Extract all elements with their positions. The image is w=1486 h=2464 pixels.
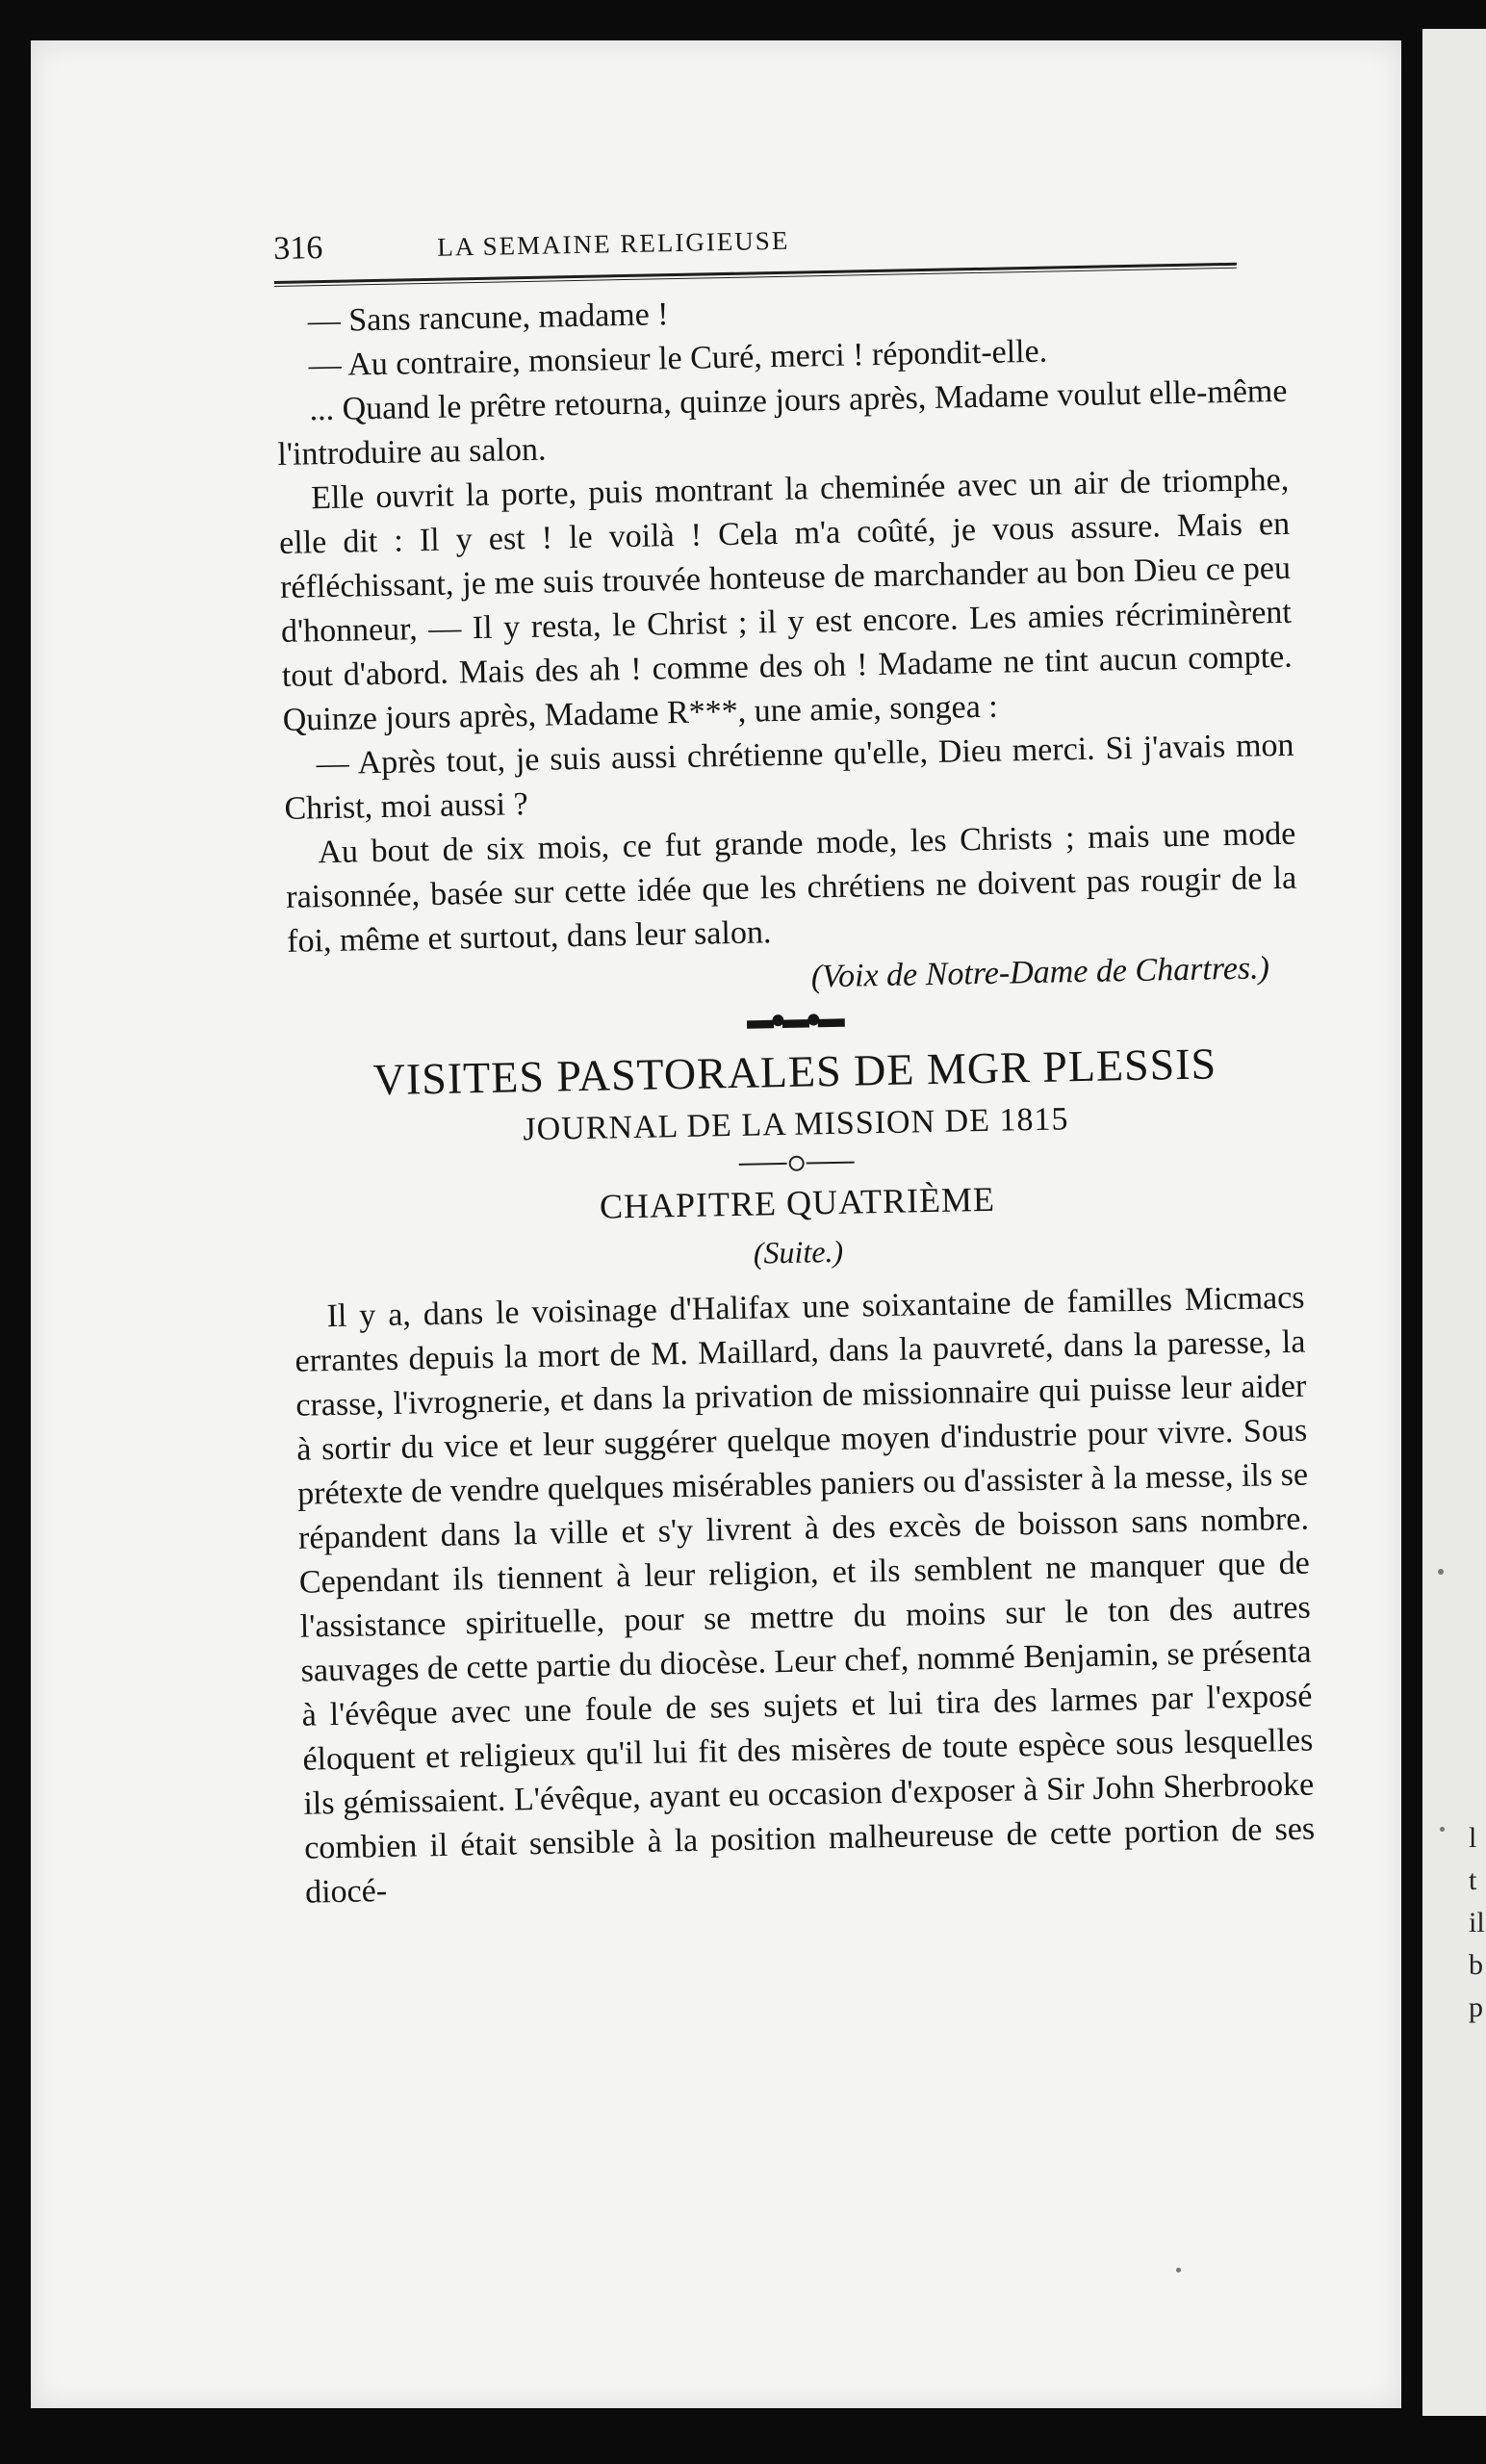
paragraph: Au bout de six mois, ce fut grande mode, les Christs ; mais une mode raisonnée, basée sur cette idée que les chrétiens ne doivent pas rougir de la foi, même et surtout, dans leur salon. bbox=[285, 815, 1297, 960]
page-number: 316 bbox=[273, 230, 323, 267]
facing-page-edge bbox=[1422, 29, 1486, 2416]
facing-page-letters bbox=[1469, 1817, 1486, 2029]
article-body: Il y a, dans le voisinage d'Halifax une soixantaine de familles Micmacs errantes depuis la mort de M. Maillard, dans la pauvreté, dans la paresse, la crasse, l'ivrognerie, et dans la privation de missionnaire qui puisse leur aider à sortir du vice et leur suggérer quelque moyen d'industrie pour vivre. Sous prétexte de vendre quelques misérables paniers ou d'assister à la messe, ils se répandent dans la ville et s'y livrent à des excès de boisson sans nombre. Cependant ils tiennent à leur religion, et ils semblent ne manquer que de l'assistance spirituelle, pour se mettre du moins sur le ton des autres sauvages de cette partie du diocèse. Leur chef, nommé Benjamin, se présenta à l'évêque avec une foule de ses sujets et lui tira des larmes par l'exposé éloquent et religieux qu'il lui fit des misères de toute espèce sous lesquelles ils gémissaient. L'évêque, ayant eu occasion d'exposer à Sir John Sherbrooke combien il était sensible à la position malheureuse de cette portion de ses diocé- bbox=[295, 1279, 1316, 1911]
facing-letter: l bbox=[1469, 1822, 1477, 1854]
paragraph: ... Quand le prêtre retourna, quinze jours après, Madame voulut elle-même l'introduire au salon. bbox=[277, 372, 1288, 473]
speck bbox=[1440, 1827, 1445, 1832]
paragraph: — Sans rancune, madame ! bbox=[307, 296, 669, 340]
article-subtitle: JOURNAL DE LA MISSION DE 1815 bbox=[523, 1101, 1069, 1148]
facing-letter: b bbox=[1469, 1949, 1483, 1981]
article-title: VISITES PASTORALES DE MGR PLESSIS bbox=[372, 1039, 1217, 1105]
running-title: LA SEMAINE RELIGIEUSE bbox=[437, 225, 790, 262]
paragraph: — Au contraire, monsieur le Curé, merci ! répondit-elle. bbox=[308, 333, 1048, 384]
facing-letter: p bbox=[1469, 1991, 1483, 2023]
continuation-note: (Suite.) bbox=[753, 1233, 844, 1270]
facing-letter: t bbox=[1469, 1864, 1477, 1896]
speck bbox=[1176, 2268, 1181, 2272]
facing-letter: il bbox=[1469, 1907, 1485, 1938]
text-column bbox=[273, 212, 1316, 1915]
paragraph: Elle ouvrit la porte, puis montrant la cheminée avec un air de triomphe, elle dit : Il y est ! le voilà ! Cela m'a coûté, je vous assure. Mais en réfléchissant, je me suis trouvée honteuse de marchander au bon Dieu ce peu d'honneur, — Il y resta, le Christ ; il y est encore. Les amies récriminèrent tout d'abord. Mais des ah ! comme des oh ! Madame ne tint aucun compte. Quinze jours après, Madame R***, une amie, songea : bbox=[278, 461, 1294, 738]
source-attribution: (Voix de Notre-Dame de Chartres.) bbox=[810, 950, 1270, 995]
chapter-heading: CHAPITRE QUATRIÈME bbox=[599, 1179, 996, 1226]
speck bbox=[1438, 1569, 1444, 1575]
paragraph: — Après tout, je suis aussi chrétienne qu'elle, Dieu merci. Si j'avais mon Christ, moi aussi ? bbox=[284, 727, 1294, 827]
ornament-divider: ▬●▬●▬ bbox=[746, 1003, 842, 1036]
